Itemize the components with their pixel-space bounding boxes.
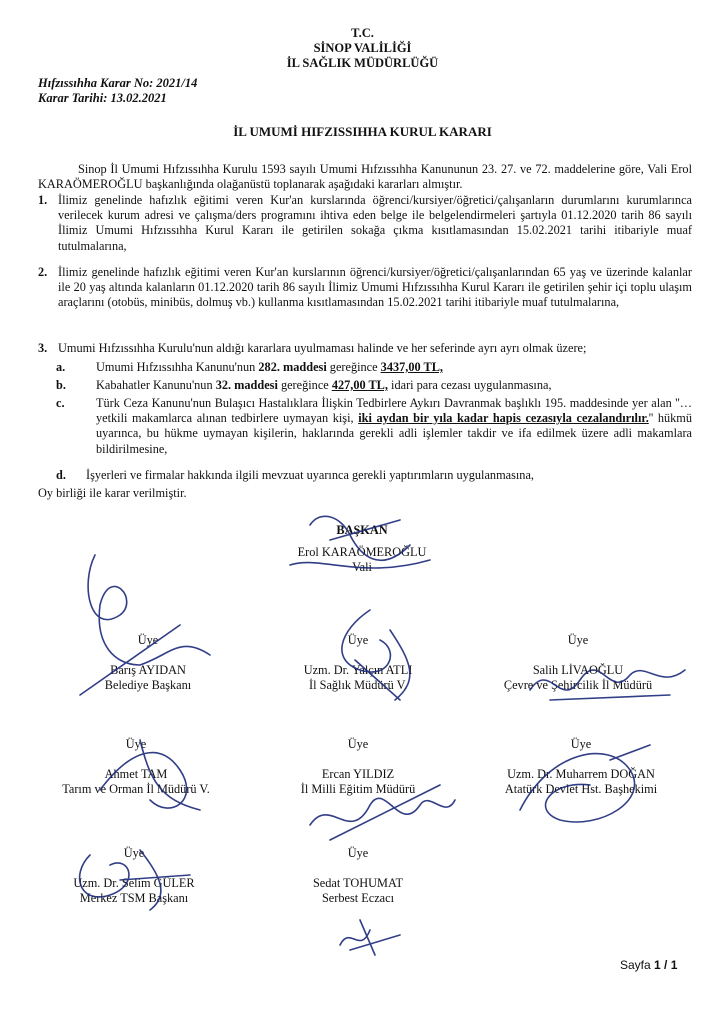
chair-signature-block	[262, 523, 462, 576]
header-mudurluk: İL SAĞLIK MÜDÜRLÜĞÜ	[286, 56, 439, 70]
subitem-label: b.	[56, 378, 66, 392]
member-signature-block	[36, 737, 236, 798]
member-title: Çevre ve Şehircilik İl Müdürü	[503, 678, 653, 692]
member-title: İl Milli Eğitim Müdürü	[300, 782, 416, 796]
member-title: Belediye Başkanı	[104, 678, 192, 692]
member-role: Üye	[347, 633, 369, 647]
text-segment: gereğince	[277, 378, 332, 392]
item-text: İlimiz genelinde hafızlık eğitimi veren Kur'an kurslarının öğrenci/kursiyer/öğretici/çalışanlarından 65 yaş ve üzerinde kalanlar ile 20 yaş altında kalanların 01.12.2020 tarih 86 sayılı İlimiz Umumi Hıfzıssıhha Kurul Kararı ile getirilen şehir içi toplu ulaşım araçlarını (otobüs, minibüs, dolmuş vb.) kullanma kısıtlamasından 15.02.2021 tarihi itibariyle muaf tutulmalarına,	[58, 265, 692, 310]
text-segment: gereğince	[326, 360, 381, 374]
penalty-clause: iki aydan bir yıla kadar hapis cezasıyla cezalandırılır.	[358, 411, 649, 426]
member-signature-block	[258, 737, 458, 798]
fine-amount: 427,00 TL,	[331, 378, 388, 392]
subitem-d	[38, 468, 692, 484]
text-segment: idari para cezası uygulanmasına,	[387, 378, 552, 392]
chair-name: Erol KARAÖMEROĞLU	[297, 544, 427, 559]
subitem-label: d.	[56, 468, 66, 482]
item-number: 2.	[38, 265, 48, 279]
subitem-text	[96, 360, 692, 375]
header-valilik: SİNOP VALİLİĞİ	[313, 41, 412, 55]
item-number: 3.	[38, 341, 48, 355]
member-name: Uzm. Dr. Yalçın ATLI	[303, 662, 413, 677]
member-role: Üye	[123, 846, 145, 860]
subitem-c	[56, 396, 692, 458]
article-ref: 32. maddesi	[215, 378, 278, 392]
subitem-label: a.	[56, 360, 66, 374]
text-segment: '' hükmü uyarınca, bu hükme uymayan kişilerin, haklarında gerekli adli işlemler takdir ve ifa edilmek üzere adli makamlara bildirilmesine,	[96, 411, 692, 456]
decision-date: Karar Tarihi: 13.02.2021	[38, 91, 167, 105]
header-tc: T.C.	[351, 26, 374, 40]
decision-item-2	[38, 265, 692, 327]
closing-statement: Oy birliği ile karar verilmiştir.	[38, 486, 187, 500]
document-title: İL UMUMİ HIFZISSIHHA KURUL KARARI	[233, 124, 492, 139]
item-number: 1.	[38, 193, 48, 207]
member-signature-block	[478, 633, 678, 694]
decision-item-3	[38, 341, 692, 357]
subitem-text: İşyerleri ve firmalar hakkında ilgili mevzuat uyarınca gerekli yaptırımların uygulanmasına,	[86, 468, 534, 482]
member-name: Barış AYIDAN	[110, 662, 186, 677]
member-handwritten-signature	[330, 915, 410, 960]
member-role: Üye	[347, 846, 369, 860]
member-title: Tarım ve Orman İl Müdürü V.	[62, 782, 210, 796]
chair-title: Vali	[352, 560, 372, 574]
subitem-text	[96, 378, 692, 393]
subitem-text	[96, 396, 692, 457]
member-role: Üye	[125, 737, 147, 751]
item-text: İlimiz genelinde hafızlık eğitimi veren Kur'an kurslarında öğrenci/kursiyer/öğretici/çalışanların durumlarını kurumlarınca verilecek kurum adresi ve çalışma/ders programını ihtiva eden belge ile belgelendirmeleri şartıyla 01.12.2020 tarih 86 sayılı İlimiz Umumi Hıfzıssıhha Kurul Kararı ile getirilen sokağa çıkma kısıtlamasından 15.02.2021 tarihi itibariyle muaf tutulmalarına,	[58, 193, 692, 253]
text-segment: Kabahatler Kanunu'nun	[96, 378, 216, 392]
member-role: Üye	[347, 737, 369, 751]
member-signature-block	[258, 633, 458, 694]
text-segment: Umumi Hıfzıssıhha Kanunu'nun	[96, 360, 259, 374]
member-name: Uzm. Dr. Selim GÜLER	[73, 875, 195, 890]
subitem-a	[56, 360, 692, 376]
member-name: Ahmet TAM	[104, 766, 168, 781]
subitem-label: c.	[56, 396, 65, 410]
member-name: Uzm. Dr. Muharrem DOĞAN	[507, 766, 655, 781]
member-name: Salih LİVAOĞLU	[532, 662, 624, 677]
member-title: Atatürk Devlet Hst. Başhekimi	[504, 782, 658, 796]
member-title: Serbest Eczacı	[321, 891, 395, 905]
member-title: Merkez TSM Başkanı	[79, 891, 189, 905]
intro-paragraph: Sinop İl Umumi Hıfzıssıhha Kurulu 1593 sayılı Umumi Hıfzıssıhha Kanununun 23. 27. ve 72. maddelerine göre, Vali Erol KARAÖMEROĞLU başkanlığında olağanüstü toplanarak aşağıdaki kararları almıştır.	[38, 162, 692, 192]
member-signature-block	[476, 737, 686, 798]
page-prefix: Sayfa	[620, 958, 655, 972]
chair-role: BAŞKAN	[336, 523, 388, 537]
member-name: Sedat TOHUMAT	[312, 875, 404, 890]
fine-amount: 3437,00 TL,	[380, 360, 443, 374]
subitem-b	[56, 378, 692, 394]
item-text: Umumi Hıfzıssıhha Kurulu'nun aldığı kararlara uyulmaması halinde ve her seferinde ayrı ayrı olmak üzere;	[58, 341, 587, 355]
decision-item-1	[38, 193, 692, 255]
page-value: 1 / 1	[654, 958, 678, 972]
member-signature-block	[48, 633, 248, 694]
page-number	[620, 958, 677, 972]
member-role: Üye	[567, 633, 589, 647]
decision-number: Hıfzıssıhha Karar No: 2021/14	[38, 76, 198, 90]
member-role: Üye	[570, 737, 592, 751]
member-title: İl Sağlık Müdürü V.	[309, 678, 407, 692]
member-signature-block	[258, 846, 458, 907]
member-role: Üye	[137, 633, 159, 647]
text-segment: Türk Ceza Kanunu'nun Bulaşıcı Hastalıklara İlişkin Tedbirlere Aykırı Davranmak başlıklı 195. maddesinde yer alan ''…yetkili makamlarca alınan tedbirlere uymayan kişi,	[96, 396, 692, 426]
article-ref: 282. maddesi	[258, 360, 327, 374]
member-signature-block	[34, 846, 234, 907]
member-name: Ercan YILDIZ	[321, 766, 395, 781]
